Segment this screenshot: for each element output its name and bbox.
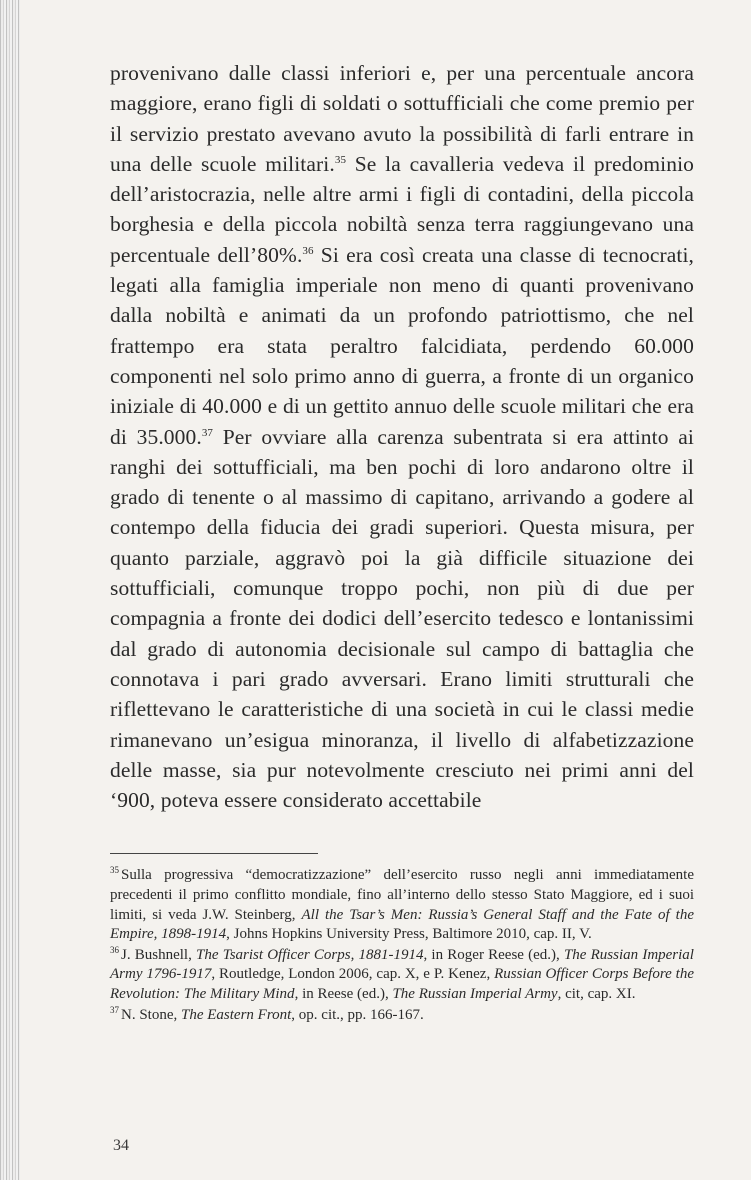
footnote-text: N. Stone, [121, 1006, 181, 1023]
footnote [110, 946, 694, 1005]
footnote [110, 1006, 694, 1026]
book-page [110, 58, 694, 1026]
footnote-title: The Eastern Front [181, 1006, 292, 1023]
footnote-text: , cit, cap. XI. [557, 985, 636, 1002]
page-number: 34 [113, 1137, 129, 1154]
paragraph-segment: Si era così creata una classe di tecnocrati, legati alla famiglia imperiale non meno di quanti provenivano dalla nobiltà e animati da un profondo patriottismo, che nel frattempo era stata peraltro falcidiata, perdendo 60.000 componenti nel solo primo anno di guerra, a fronte di un organico iniziale di 40.000 e di un gettito annuo delle scuole militari che era di 35.000. [110, 242, 694, 449]
footnote-text: , in Roger Reese (ed.), [423, 946, 564, 963]
footnote-text: , in Reese (ed.), [294, 985, 393, 1002]
footnote-reference: 36 [302, 244, 314, 257]
footnote-text: , Routledge, London 2006, cap. X, e P. Kenez, [211, 966, 495, 983]
footnote-reference: 35 [334, 153, 347, 166]
paragraph-segment: provenivano dalle classi inferiori e, per una percentuale ancora maggiore, erano figli di soldati o sottufficiali che come premio per il servizio prestato avevano avuto la possibilità di farli entrare in una delle scuole militari. [110, 61, 694, 176]
footnote-number: 37 [110, 1004, 119, 1015]
footnote-text: , op. cit., pp. 166-167. [291, 1006, 424, 1023]
footnote-title: The Russian Imperial Army [392, 985, 558, 1002]
footnote-title: The Tsarist Officer Corps, 1881-1914 [196, 946, 424, 963]
footnote-number: 35 [110, 865, 119, 876]
paragraph-segment: Se la cavalleria vedeva il predominio dell’aristocrazia, nelle altre armi i figli di contadini, della piccola borghesia e della piccola nobiltà senza terra raggiungevano una percentuale dell’80%. [110, 151, 694, 267]
footnote-reference: 37 [201, 426, 214, 439]
footnote-text: Sulla progressiva “democratizzazione” dell’esercito russo negli anni immediatamente precedenti il primo conflitto mondiale, fino all’interno dello stesso Stato Maggiore, ed i suoi limiti, si veda J.W. Steinberg, [110, 867, 694, 923]
footnote-separator [110, 853, 318, 854]
book-binding-edge [0, 0, 20, 1180]
footnote-title: Russian Officer Corps Before the Revolution: The Military Mind [110, 966, 694, 1002]
footnote-title: All the Tsar’s Men: Russia’s General Staff and the Fate of the Empire, 1898-1914 [110, 906, 694, 943]
footnotes-section [110, 866, 694, 1025]
footnote-text: , Johns Hopkins University Press, Baltimore 2010, cap. II, V. [226, 926, 592, 943]
footnote [110, 866, 694, 944]
footnote-text: J. Bushnell, [121, 946, 197, 963]
footnote-number: 36 [110, 944, 119, 955]
main-paragraph [110, 58, 694, 815]
footnote-title: The Russian Imperial Army 1796-1917 [110, 946, 694, 983]
paragraph-segment: Per ovviare alla carenza subentrata si era attinto ai ranghi dei sottufficiali, ma ben pochi di loro andarono oltre il grado di tenente o al massimo di capitano, arrivando a godere al contempo della fiducia dei gradi superiori. Questa misura, per quanto parziale, aggravò poi la già difficile situazione dei sottufficiali, comunque troppo pochi, non più di due per compagnia a fronte dei dodici dell’esercito tedesco e lontanissimi dal grado di autonomia decisionale sul campo di battaglia che connotava i pari grado avversari. Erano limiti strutturali che riflettevano le caratteristiche di una società in cui le classi medie rimanevano un’esigua minoranza, il livello di alfabetizzazione delle masse, sia pur notevolmente cresciuto nei primi anni del ‘900, poteva essere considerato accettabile [110, 424, 694, 813]
